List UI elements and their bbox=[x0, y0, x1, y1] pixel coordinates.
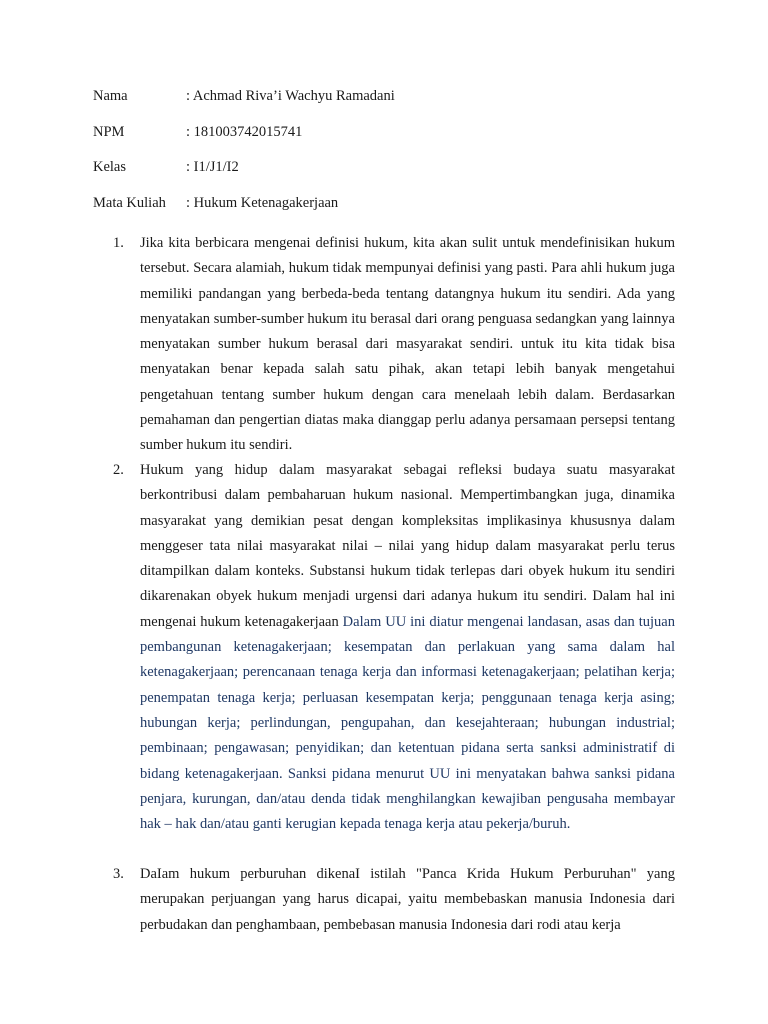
course-value: : Hukum Ketenagakerjaan bbox=[186, 194, 339, 211]
npm-value: : 181003742015741 bbox=[186, 123, 303, 140]
npm-label: NPM bbox=[93, 123, 125, 140]
course-label: Mata Kuliah bbox=[93, 194, 166, 211]
info-row-course bbox=[93, 193, 693, 229]
answer-paragraph bbox=[140, 458, 675, 837]
info-row-npm bbox=[93, 122, 693, 158]
student-info bbox=[93, 86, 693, 228]
answer-item-1 bbox=[113, 231, 675, 459]
info-row-name bbox=[93, 86, 693, 122]
answer-item-2 bbox=[113, 458, 675, 837]
answer-text: Jika kita berbicara mengenai definisi hukum, kita akan sulit untuk mendefinisikan hukum tersebut. Secara alamiah, hukum tidak mempunyai definisi yang pasti. Para ahli hukum juga memiliki pandangan yang berbeda-beda tentang datangnya hukum itu sendiri. Ada yang menyatakan sumber-sumber hukum itu berasal dari orang penguasa sedangkan yang lainnya menyatakan sumber hukum berasal dari masyarakat sendiri. untuk itu kita tidak bisa menyatakan benar kepada salah satu pihak, akan tetapi lebih banyak mengetahui pengetahuan tentang sumber hukum dengan cara menelaah lebih dalam. Berdasarkan pemahaman dan pengertian diatas maka dianggap perlu adanya persamaan persepsi tentang sumber hukum itu sendiri. bbox=[140, 235, 675, 454]
answer-item-3 bbox=[113, 862, 675, 938]
answer-text: Hukum yang hidup dalam masyarakat sebagai refleksi budaya suatu masyarakat berkontribusi dalam pembaharuan hukum nasional. Mempertimbangkan juga, dinamika masyarakat yang demikian pesat dengan kompleksitas implikasinya khususnya dalam menggeser tata nilai masyarakat nilai – nilai yang hidup dalam masyarakat perlu terus ditampilkan dalam konteks. Substansi hukum tidak terlepas dari obyek hukum itu sendiri dikarenakan obyek hukum menjadi urgensi dari adanya hukum itu sendiri. Dalam hal ini mengenai hukum ketenagakerjaan bbox=[140, 462, 675, 630]
answer-number: 2. bbox=[113, 462, 124, 478]
answer-number: 3. bbox=[113, 866, 124, 882]
answer-text: DaIam hukum perburuhan dikenaI istilah "Panca Krida Hukum Perburuhan" yang merupakan perjuangan yang harus dicapai, yaitu membebaskan manusia Indonesia dari perbudakan dan penghambaan, pembebasan manusia Indonesia dari rodi atau kerja bbox=[140, 866, 675, 933]
answer-text-uu: Dalam UU ini diatur mengenai landasan, asas dan tujuan pembangunan ketenagakerjaan; kesempatan dan perlakuan yang sama dalam hal ketenagakerjaan; perencanaan tenaga kerja dan informasi ketenagakerjaan; pelatihan kerja; penempatan tenaga kerja; perluasan kesempatan kerja; penggunaan tenaga kerja asing; hubungan kerja; perlindungan, pengupahan, dan kesejahteraan; hubungan industrial; pembinaan; pengawasan; penyidikan; dan ketentuan pidana serta sanksi administratif di bidang ketenagakerjaan. Sanksi pidana menurut UU ini menyatakan bahwa sanksi pidana penjara, kurungan, dan/atau denda tidak menghilangkan kewajiban pengusaha membayar hak – hak dan/atau ganti kerugian kepada tenaga kerja atau pekerja/buruh. bbox=[140, 613, 675, 833]
name-label: Nama bbox=[93, 88, 128, 104]
class-value: : I1/J1/I2 bbox=[186, 159, 239, 175]
info-row-class bbox=[93, 157, 693, 193]
class-label: Kelas bbox=[93, 159, 127, 175]
answer-number: 1. bbox=[113, 235, 124, 251]
name-value: : Achmad Riva’i Wachyu Ramadani bbox=[186, 88, 395, 104]
